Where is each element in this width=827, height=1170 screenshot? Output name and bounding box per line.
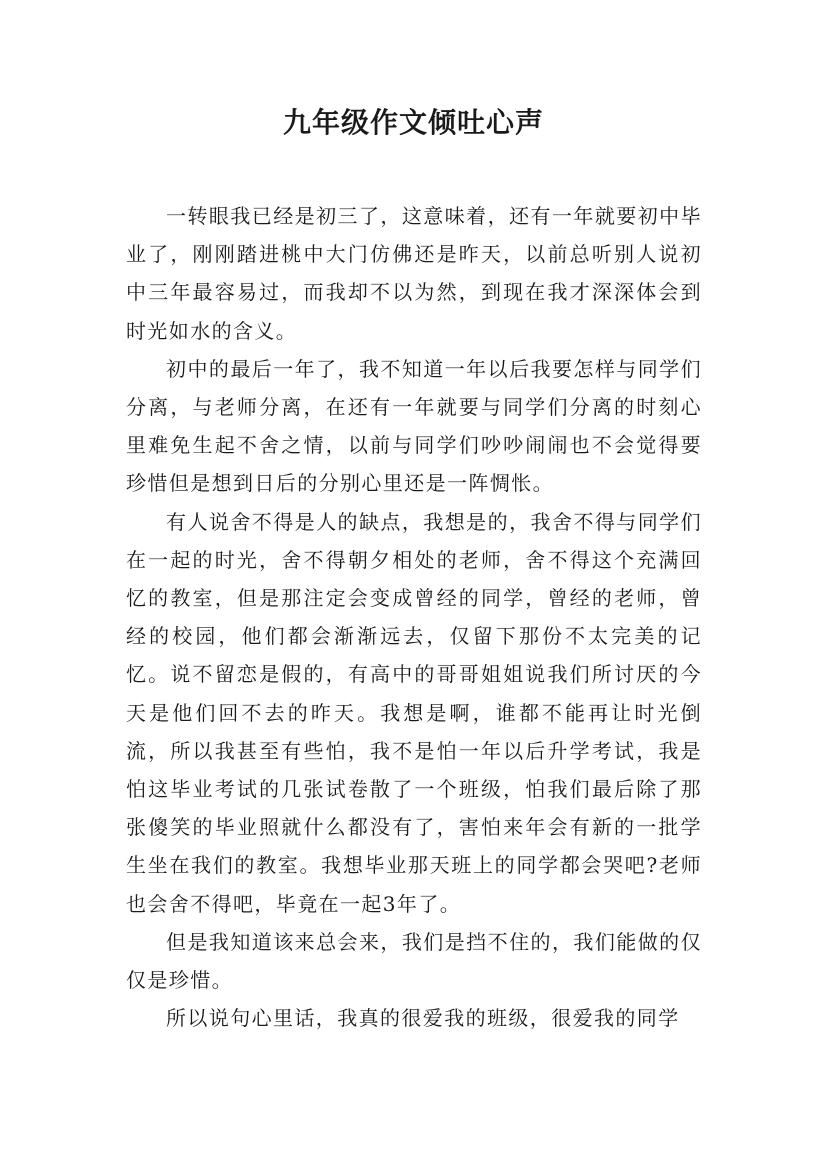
document-title: 九年级作文倾吐心声 [282, 106, 544, 139]
paragraph: 有人说舍不得是人的缺点，我想是的，我舍不得与同学们在一起的时光，舍不得朝夕相处的老师，舍不得这个充满回忆的教室，但是那注定会变成曾经的同学，曾经的老师，曾经的校园，他们都会渐渐远去，仅留下那份不太完美的记忆。说不留恋是假的，有高中的哥哥姐姐说我们所讨厌的今天是他们回不去的昨天。我想是啊，谁都不能再让时光倒流，所以我甚至有些怕，我不是怕一年以后升学考试，我是怕这毕业考试的几张试卷散了一个班级，怕我们最后除了那张傻笑的毕业照就什么都没有了，害怕来年会有新的一批学生坐在我们的教室。我想毕业那天班上的同学都会哭吧?老师也会舍不得吧，毕竟在一起3年了。 [126, 509, 702, 916]
paragraph: 一转眼我已经是初三了，这意味着，还有一年就要初中毕业了，刚刚踏进桃中大门仿佛还是昨天，以前总听别人说初中三年最容易过，而我却不以为然，到现在我才深深体会到时光如水的含义。 [126, 204, 702, 343]
paragraph: 初中的最后一年了，我不知道一年以后我要怎样与同学们分离，与老师分离，在还有一年就要与同学们分离的时刻心里难免生起不舍之情，以前与同学们吵吵闹闹也不会觉得要珍惜但是想到日后的分别心里还是一阵惆怅。 [126, 356, 702, 496]
document-body [126, 197, 702, 1037]
paragraph: 所以说句心里话，我真的很爱我的班级，很爱我的同学 [166, 1006, 680, 1031]
paragraph: 但是我知道该来总会来，我们是挡不住的，我们能做的仅仅是珍惜。 [126, 929, 702, 993]
